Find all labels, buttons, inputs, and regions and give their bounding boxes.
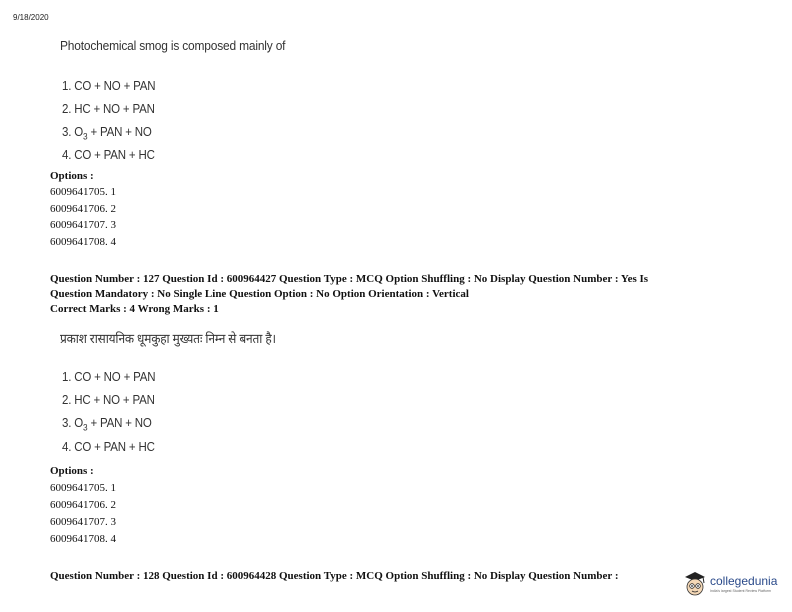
logo-tagline: India's largest Student Review Platform: [710, 589, 771, 593]
option-id-4: 6009641708. 4: [50, 533, 116, 545]
question-text-hindi: प्रकाश रासायनिक धूमकुहा मुख्यतः निम्न से बनता है।: [60, 331, 276, 346]
option-id-2: 6009641706. 2: [50, 499, 116, 511]
question-meta-line-2: Question Mandatory : No Single Line Question Option : No Option Orientation : Vertical: [50, 288, 469, 300]
option-id-1: 6009641705. 1: [50, 186, 116, 198]
choice-4: 4. CO + PAN + HC: [62, 148, 155, 162]
question-text: Photochemical smog is composed mainly of: [60, 38, 286, 53]
question-meta-line-1: Question Number : 127 Question Id : 600964427 Question Type : MCQ Option Shuffling : No Display Question Number : Yes Is: [50, 273, 649, 285]
marks-line: Correct Marks : 4 Wrong Marks : 1: [50, 303, 219, 315]
collegedunia-logo: [683, 570, 777, 598]
option-id-2: 6009641706. 2: [50, 203, 116, 215]
choice-3: 3. $O_3$ + PAN + NO: [62, 125, 152, 142]
choice-2: 2. HC + NO + PAN: [62, 102, 155, 116]
question-meta-next: Question Number : 128 Question Id : 600964428 Question Type : MCQ Option Shuffling : No Display Question Number :: [50, 570, 619, 582]
choice-3: 3. $O_3$ + PAN + NO: [62, 416, 152, 433]
choice-1: 1. CO + NO + PAN: [62, 79, 156, 93]
question-meta: [50, 272, 750, 317]
option-id-3: 6009641707. 3: [50, 516, 116, 528]
option-id-4: 6009641708. 4: [50, 236, 116, 248]
choice-1: 1. CO + NO + PAN: [62, 370, 156, 384]
mascot-icon: [683, 570, 707, 598]
choice-2: 2. HC + NO + PAN: [62, 393, 155, 407]
logo-name: collegedunia: [710, 574, 778, 588]
choice-4: 4. CO + PAN + HC: [62, 440, 155, 454]
options-label: Options :: [50, 170, 94, 182]
option-id-1: 6009641705. 1: [50, 482, 116, 494]
option-id-3: 6009641707. 3: [50, 219, 116, 231]
options-label: Options :: [50, 465, 94, 477]
print-date: 9/18/2020: [13, 13, 49, 22]
